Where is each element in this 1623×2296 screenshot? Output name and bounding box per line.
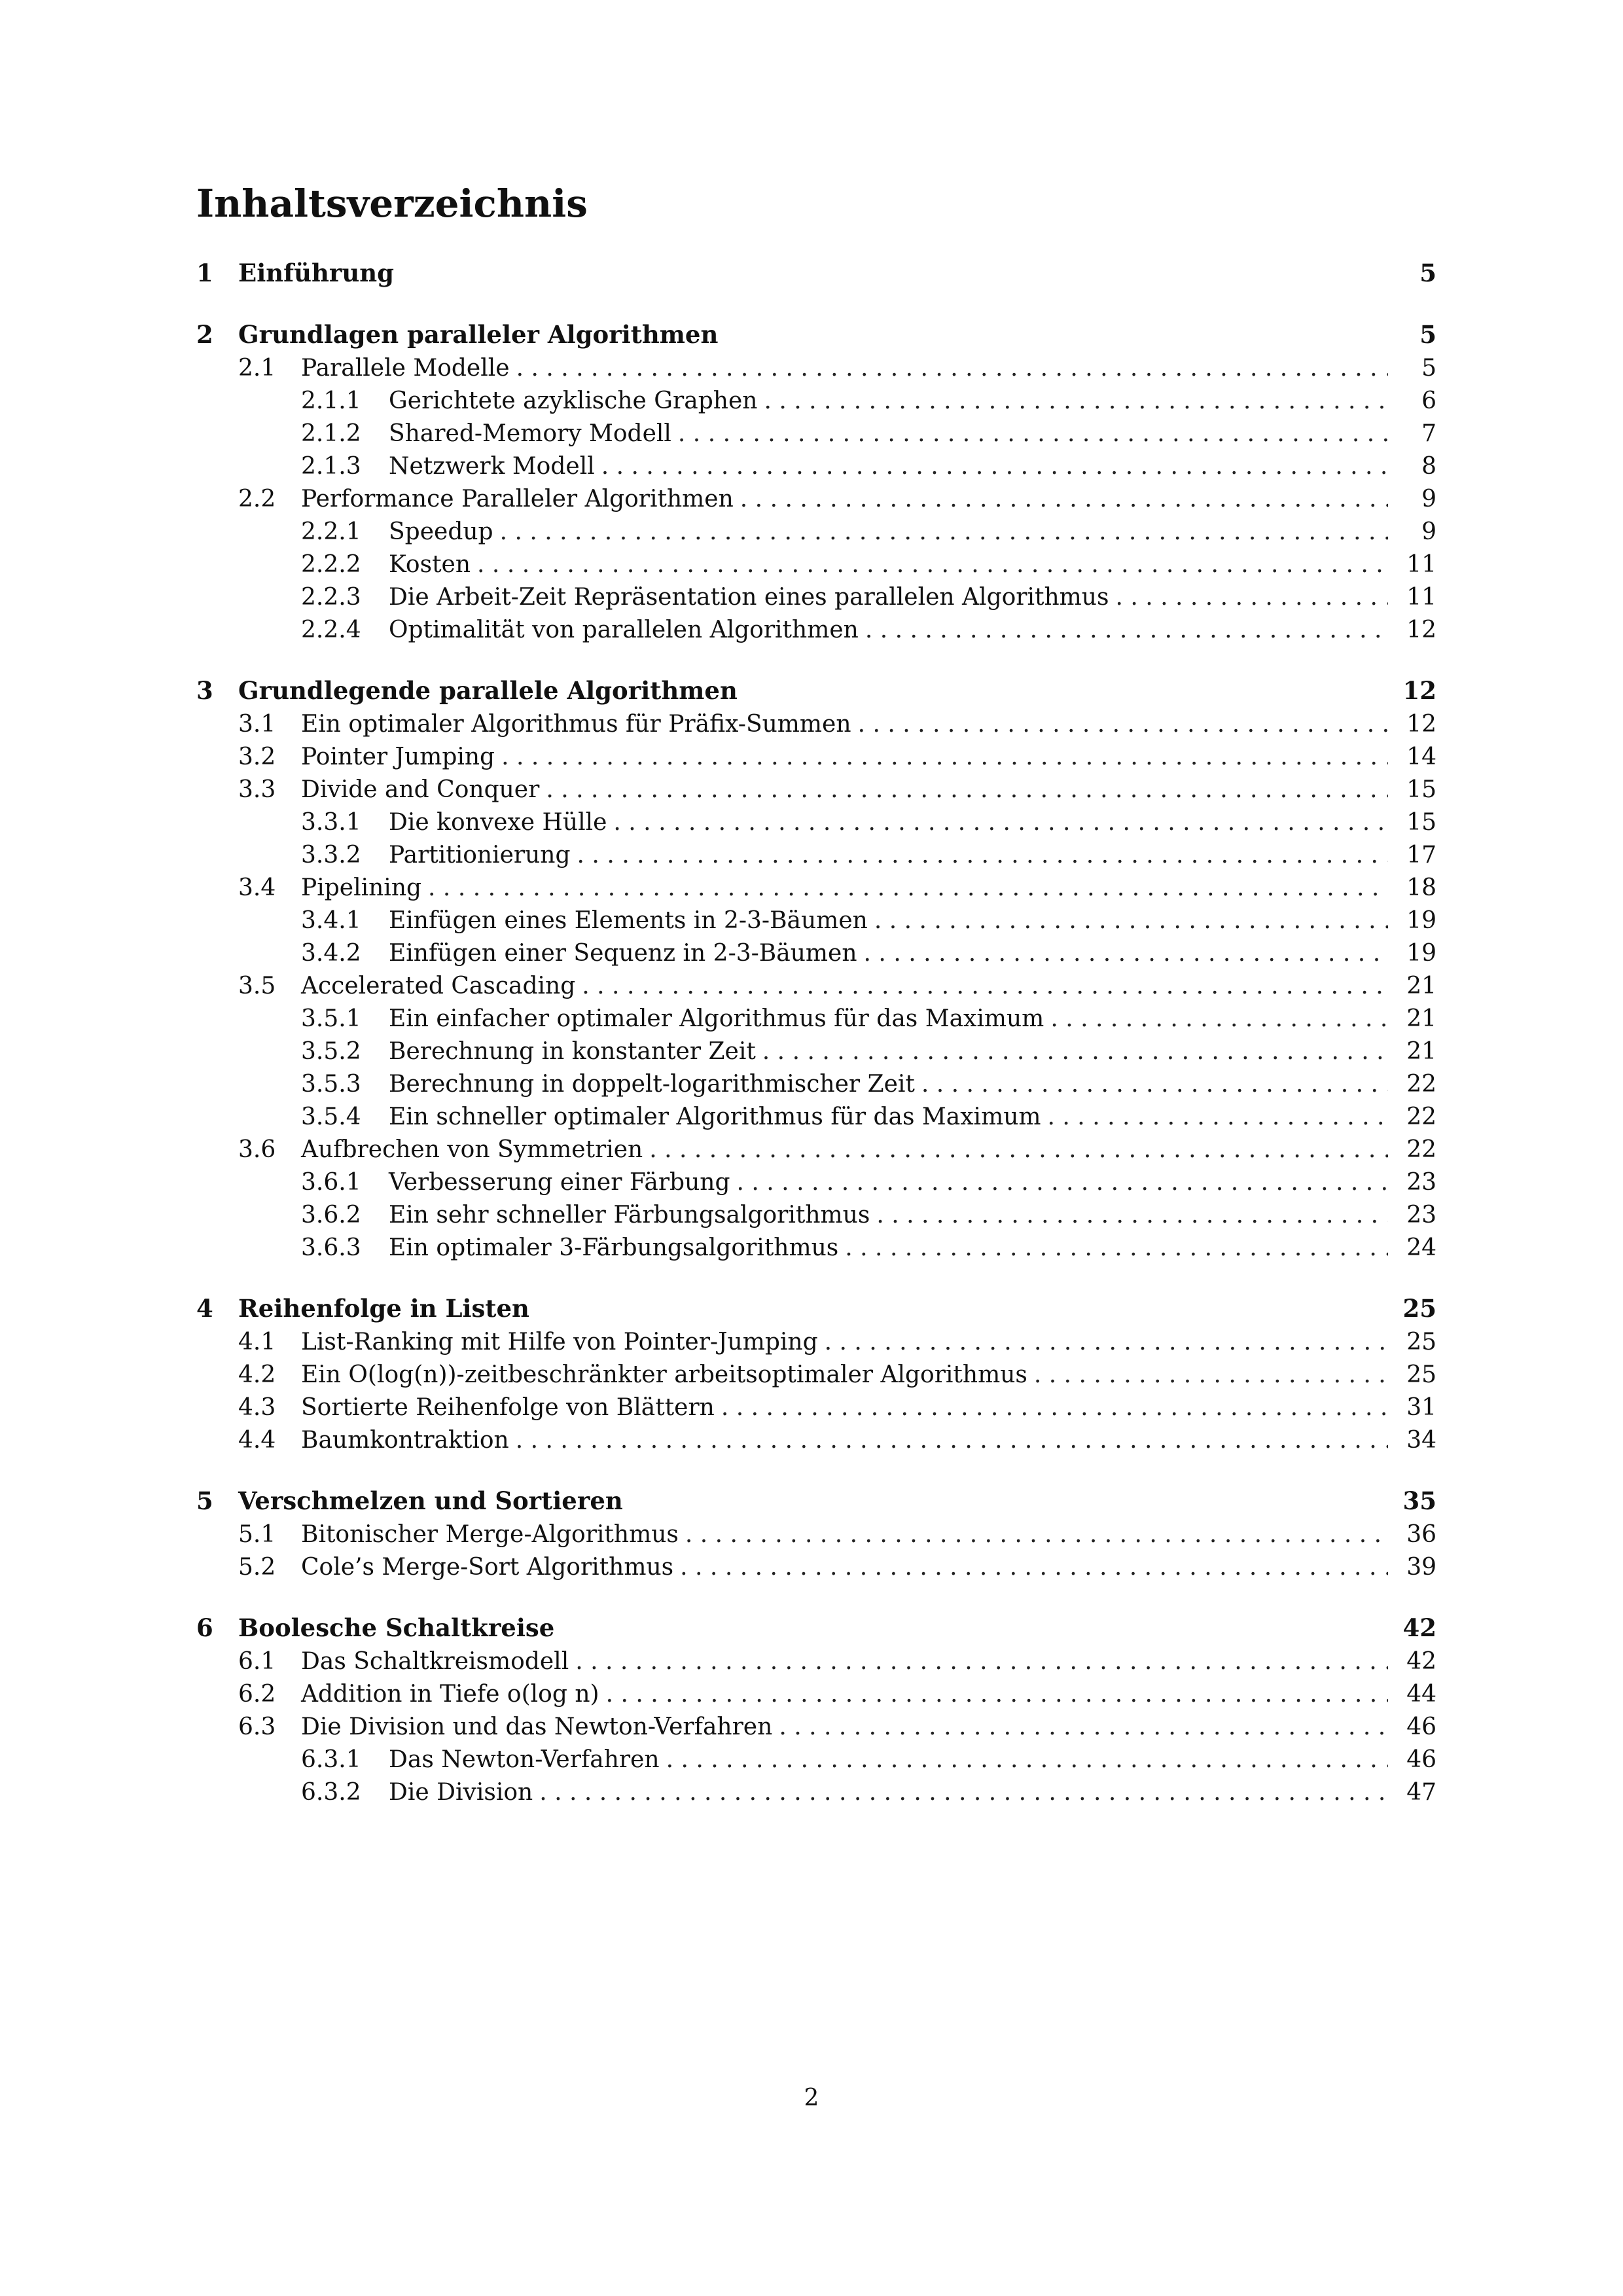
dot-leader [539,1776,1388,1809]
entry-title: Ein optimaler Algorithmus für Präfix-Summen [301,708,858,741]
entry-number: 2.1.1 [301,387,361,414]
toc-section [196,673,1436,1265]
entry-page-number: 39 [1388,1551,1436,1584]
entry-page-number: 19 [1388,905,1436,937]
dot-leader [666,1744,1388,1776]
entry-number: 3.5.4 [301,1103,361,1130]
dot-leader [864,937,1388,970]
toc-subsection-entry[interactable] [196,1166,1436,1199]
dot-leader [577,839,1388,872]
entry-number: 6.3 [238,1713,276,1740]
dot-leader [876,1199,1388,1232]
chapter-title: Einführung [238,255,401,291]
dot-leader [721,1391,1388,1424]
dot-leader [601,450,1388,483]
toc-section-entry[interactable] [196,774,1436,806]
entry-title: Das Newton-Verfahren [389,1744,666,1776]
entry-title: Sortierte Reihenfolge von Blättern [301,1391,721,1424]
dot-leader [546,774,1388,806]
entry-number: 3.5.1 [301,1005,361,1032]
entry-page-number: 6 [1388,385,1436,418]
entry-page-number: 7 [1388,418,1436,450]
entry-number: 5.1 [238,1521,276,1548]
toc-subsection-entry[interactable] [196,937,1436,970]
toc-subsection-entry[interactable] [196,450,1436,483]
entry-number: 6.3.1 [301,1746,361,1773]
dot-leader [428,872,1388,905]
entry-number: 6.1 [238,1648,276,1675]
entry-page-number: 46 [1388,1744,1436,1776]
chapter-page-number: 5 [1388,317,1436,352]
toc-section [196,1610,1436,1809]
entry-page-number: 5 [1388,352,1436,385]
toc-section [196,1291,1436,1457]
entry-number: 3.2 [238,744,276,770]
chapter-number: 1 [196,259,213,287]
toc-chapter-entry[interactable] [196,317,1436,352]
table-of-contents [196,255,1436,1835]
toc-subsection-entry[interactable] [196,1232,1436,1265]
chapter-title: Boolesche Schaltkreise [238,1610,561,1645]
entry-number: 4.3 [238,1394,276,1421]
dot-leader [874,905,1388,937]
chapter-number: 3 [196,676,213,705]
page-number: 2 [804,2085,819,2111]
entry-page-number: 14 [1388,741,1436,774]
entry-title: Die Division [389,1776,539,1809]
entry-page-number: 21 [1388,1003,1436,1035]
entry-page-number: 36 [1388,1518,1436,1551]
toc-section-entry[interactable] [196,1645,1436,1678]
entry-page-number: 17 [1388,839,1436,872]
toc-section [196,317,1436,647]
entry-number: 5.2 [238,1554,276,1581]
entry-page-number: 21 [1388,970,1436,1003]
entry-page-number: 15 [1388,774,1436,806]
entry-page-number: 42 [1388,1645,1436,1678]
entry-page-number: 24 [1388,1232,1436,1265]
toc-section [196,255,1436,291]
toc-chapter-entry[interactable] [196,1483,1436,1518]
dot-leader [575,1645,1388,1678]
toc-section-entry[interactable] [196,352,1436,385]
chapter-page-number: 42 [1388,1610,1436,1645]
toc-subsection-entry[interactable] [196,614,1436,647]
entry-number: 6.2 [238,1681,276,1708]
entry-page-number: 46 [1388,1711,1436,1744]
dot-leader [921,1068,1388,1101]
entry-title: Die konvexe Hülle [389,806,613,839]
toc-subsection-entry[interactable] [196,385,1436,418]
toc-chapter-entry[interactable] [196,1291,1436,1326]
entry-title: Optimalität von parallelen Algorithmen [389,614,865,647]
entry-page-number: 11 [1388,581,1436,614]
entry-title: Die Division und das Newton-Verfahren [301,1711,779,1744]
entry-number: 3.3.1 [301,809,361,836]
chapter-title: Grundlagen paralleler Algorithmen [238,317,724,352]
entry-number: 3.1 [238,711,276,738]
entry-title: Performance Paralleler Algorithmen [301,483,740,516]
dot-leader [737,1166,1388,1199]
entry-page-number: 22 [1388,1101,1436,1134]
entry-number: 3.6 [238,1136,276,1163]
page-title: Inhaltsverzeichnis [196,181,588,226]
entry-page-number: 25 [1388,1359,1436,1391]
dot-leader [501,741,1388,774]
toc-subsection-entry[interactable] [196,1035,1436,1068]
dot-leader [606,1678,1388,1711]
dot-leader [1034,1359,1388,1391]
entry-page-number: 23 [1388,1199,1436,1232]
entry-number: 4.1 [238,1329,276,1355]
entry-title: Ein schneller optimaler Algorithmus für das Maximum [389,1101,1048,1134]
dot-leader [779,1711,1388,1744]
entry-title: Die Arbeit-Zeit Repräsentation eines parallelen Algorithmus [389,581,1115,614]
entry-title: Aufbrechen von Symmetrien [301,1134,649,1166]
entry-title: Netzwerk Modell [389,450,601,483]
toc-section-entry[interactable] [196,1424,1436,1457]
dot-leader [613,806,1388,839]
toc-subsection-entry[interactable] [196,1199,1436,1232]
entry-page-number: 12 [1388,614,1436,647]
entry-page-number: 8 [1388,450,1436,483]
entry-number: 4.4 [238,1427,276,1454]
entry-page-number: 25 [1388,1326,1436,1359]
chapter-title: Verschmelzen und Sortieren [238,1483,630,1518]
entry-title: Ein einfacher optimaler Algorithmus für das Maximum [389,1003,1050,1035]
entry-page-number: 18 [1388,872,1436,905]
toc-section-entry[interactable] [196,708,1436,741]
entry-title: Kosten [389,548,477,581]
entry-title: Speedup [389,516,500,548]
entry-title: Divide and Conquer [301,774,546,806]
dot-leader [680,1551,1388,1584]
entry-page-number: 31 [1388,1391,1436,1424]
toc-section-entry[interactable] [196,872,1436,905]
entry-title: Parallele Modelle [301,352,516,385]
entry-title: Pipelining [301,872,428,905]
entry-number: 6.3.2 [301,1779,361,1806]
dot-leader [516,1424,1388,1457]
entry-page-number: 34 [1388,1424,1436,1457]
toc-section-entry[interactable] [196,483,1436,516]
chapter-title: Grundlegende parallele Algorithmen [238,673,744,708]
dot-leader [1050,1003,1388,1035]
entry-number: 2.2.1 [301,518,361,545]
toc-section-entry[interactable] [196,1391,1436,1424]
dot-leader [740,483,1388,516]
chapter-page-number: 25 [1388,1291,1436,1326]
toc-subsection-entry[interactable] [196,581,1436,614]
toc-subsection-entry[interactable] [196,418,1436,450]
toc-section-entry[interactable] [196,1518,1436,1551]
entry-number: 2.2.2 [301,551,361,578]
dot-leader [516,352,1388,385]
toc-subsection-entry[interactable] [196,548,1436,581]
toc-subsection-entry[interactable] [196,516,1436,548]
entry-number: 2.1.3 [301,453,361,480]
entry-title: Partitionierung [389,839,577,872]
entry-title: Das Schaltkreismodell [301,1645,575,1678]
entry-title: Ein O(log(n))-zeitbeschränkter arbeitsoptimaler Algorithmus [301,1359,1034,1391]
entry-title: Pointer Jumping [301,741,501,774]
dot-leader [1115,581,1388,614]
toc-section-entry[interactable] [196,1678,1436,1711]
chapter-number: 6 [196,1613,213,1642]
dot-leader [764,385,1388,418]
toc-section-entry[interactable] [196,1711,1436,1744]
entry-number: 3.5.3 [301,1071,361,1098]
toc-subsection-entry[interactable] [196,1003,1436,1035]
dot-leader [825,1326,1388,1359]
entry-title: Baumkontraktion [301,1424,516,1457]
toc-subsection-entry[interactable] [196,1068,1436,1101]
dot-leader [845,1232,1388,1265]
dot-leader [477,548,1388,581]
chapter-page-number: 5 [1388,255,1436,291]
dot-leader [685,1518,1388,1551]
entry-number: 2.1 [238,355,276,382]
dot-leader [865,614,1388,647]
entry-number: 3.3.2 [301,842,361,869]
entry-title: Einfügen einer Sequenz in 2-3-Bäumen [389,937,864,970]
entry-number: 3.4.1 [301,907,361,934]
toc-chapter-entry[interactable] [196,1610,1436,1645]
entry-page-number: 12 [1388,708,1436,741]
chapter-number: 4 [196,1294,213,1323]
dot-leader [678,418,1388,450]
entry-number: 3.4.2 [301,940,361,967]
entry-number: 3.6.2 [301,1202,361,1229]
entry-title: Gerichtete azyklische Graphen [389,385,764,418]
entry-number: 4.2 [238,1361,276,1388]
toc-subsection-entry[interactable] [196,1101,1436,1134]
entry-title: Addition in Tiefe o(log n) [301,1678,606,1711]
toc-section [196,1483,1436,1584]
entry-number: 3.5 [238,973,276,999]
entry-page-number: 19 [1388,937,1436,970]
entry-title: Bitonischer Merge-Algorithmus [301,1518,685,1551]
dot-leader [582,970,1388,1003]
entry-page-number: 44 [1388,1678,1436,1711]
entry-title: Shared-Memory Modell [389,418,678,450]
toc-section-entry[interactable] [196,1551,1436,1584]
entry-title: List-Ranking mit Hilfe von Pointer-Jumping [301,1326,825,1359]
chapter-number: 5 [196,1486,213,1515]
entry-number: 3.5.2 [301,1038,361,1065]
entry-title: Einfügen eines Elements in 2-3-Bäumen [389,905,874,937]
entry-page-number: 22 [1388,1068,1436,1101]
chapter-page-number: 12 [1388,673,1436,708]
entry-page-number: 23 [1388,1166,1436,1199]
entry-page-number: 47 [1388,1776,1436,1809]
dot-leader [500,516,1388,548]
chapter-number: 2 [196,320,213,349]
entry-number: 2.2 [238,486,276,512]
entry-title: Ein optimaler 3-Färbungsalgorithmus [389,1232,845,1265]
toc-section-entry[interactable] [196,741,1436,774]
toc-subsection-entry[interactable] [196,1776,1436,1809]
dot-leader [858,708,1388,741]
entry-page-number: 9 [1388,516,1436,548]
toc-chapter-entry[interactable] [196,255,1436,291]
toc-chapter-entry[interactable] [196,673,1436,708]
entry-page-number: 11 [1388,548,1436,581]
entry-page-number: 21 [1388,1035,1436,1068]
toc-section-entry[interactable] [196,1359,1436,1391]
entry-title: Berechnung in doppelt-logarithmischer Zeit [389,1068,921,1101]
entry-number: 3.3 [238,776,276,803]
toc-subsection-entry[interactable] [196,1744,1436,1776]
toc-section-entry[interactable] [196,970,1436,1003]
entry-title: Berechnung in konstanter Zeit [389,1035,762,1068]
toc-subsection-entry[interactable] [196,806,1436,839]
entry-number: 2.1.2 [301,420,361,447]
chapter-title: Reihenfolge in Listen [238,1291,536,1326]
toc-section-entry[interactable] [196,1134,1436,1166]
entry-number: 2.2.3 [301,584,361,611]
entry-number: 2.2.4 [301,617,361,643]
entry-page-number: 9 [1388,483,1436,516]
dot-leader [762,1035,1388,1068]
entry-title: Accelerated Cascading [301,970,582,1003]
chapter-page-number: 35 [1388,1483,1436,1518]
toc-section-entry[interactable] [196,1326,1436,1359]
toc-subsection-entry[interactable] [196,905,1436,937]
entry-page-number: 22 [1388,1134,1436,1166]
entry-page-number: 15 [1388,806,1436,839]
toc-subsection-entry[interactable] [196,839,1436,872]
entry-number: 3.6.3 [301,1234,361,1261]
entry-title: Cole’s Merge-Sort Algorithmus [301,1551,680,1584]
dot-leader [649,1134,1388,1166]
entry-title: Verbesserung einer Färbung [389,1166,737,1199]
entry-number: 3.4 [238,874,276,901]
entry-number: 3.6.1 [301,1169,361,1196]
entry-title: Ein sehr schneller Färbungsalgorithmus [389,1199,876,1232]
dot-leader [1048,1101,1388,1134]
